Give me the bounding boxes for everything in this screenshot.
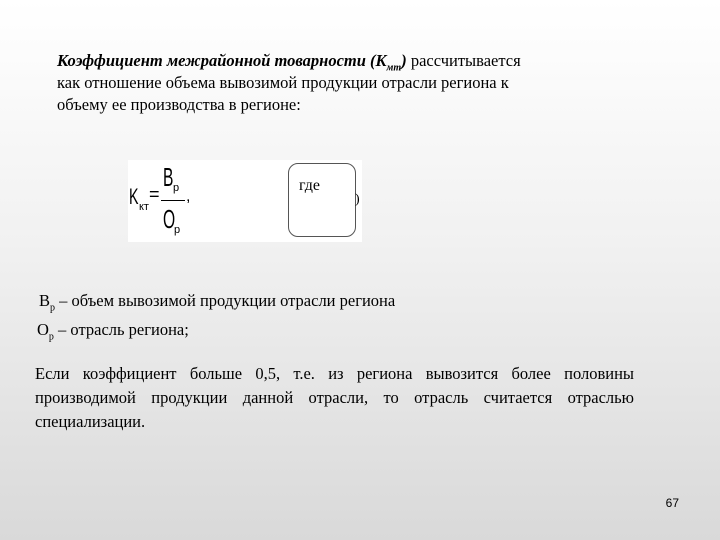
term-label: Коэффициент межрайонной товарности $(K_{мт})$ bbox=[57, 51, 407, 74]
formula-denominator: О bbox=[163, 204, 176, 234]
formula-lhs: K bbox=[129, 184, 139, 209]
definition-row: $В_р$ – объем вывозимой продукции отрасли региона bbox=[39, 291, 396, 314]
formula-numerator: В bbox=[163, 162, 174, 192]
intro-text bbox=[57, 50, 657, 116]
formula-denominator-sub: р bbox=[174, 224, 181, 236]
intro-line-3: объему ее производства в регионе: bbox=[57, 95, 301, 114]
where-box bbox=[288, 163, 356, 237]
closing-paren: ) bbox=[355, 192, 360, 207]
definitions bbox=[37, 290, 395, 349]
page-number: 67 bbox=[665, 496, 679, 510]
intro-line-2: как отношение объема вывозимой продукции отрасли региона к bbox=[57, 73, 509, 92]
formula-lhs-sub: кт bbox=[139, 201, 149, 213]
formula bbox=[128, 160, 203, 242]
fraction-bar bbox=[161, 200, 185, 201]
formula-numerator-sub: р bbox=[173, 182, 180, 194]
specialization-paragraph: Если коэффициент больше 0,5, т.е. из региона вывозится более половины производимой продукции данной отрасли, то отрасль считается отраслью специализации. bbox=[35, 364, 634, 431]
where-label: где bbox=[299, 177, 321, 194]
formula-comma: , bbox=[186, 188, 191, 205]
formula-equals: = bbox=[149, 184, 160, 204]
definition-row: $О_р$ – отрасль региона; bbox=[37, 320, 189, 343]
intro-line-1: Коэффициент межрайонной товарности $(K_{мт})$ рассчитывается bbox=[57, 51, 521, 74]
